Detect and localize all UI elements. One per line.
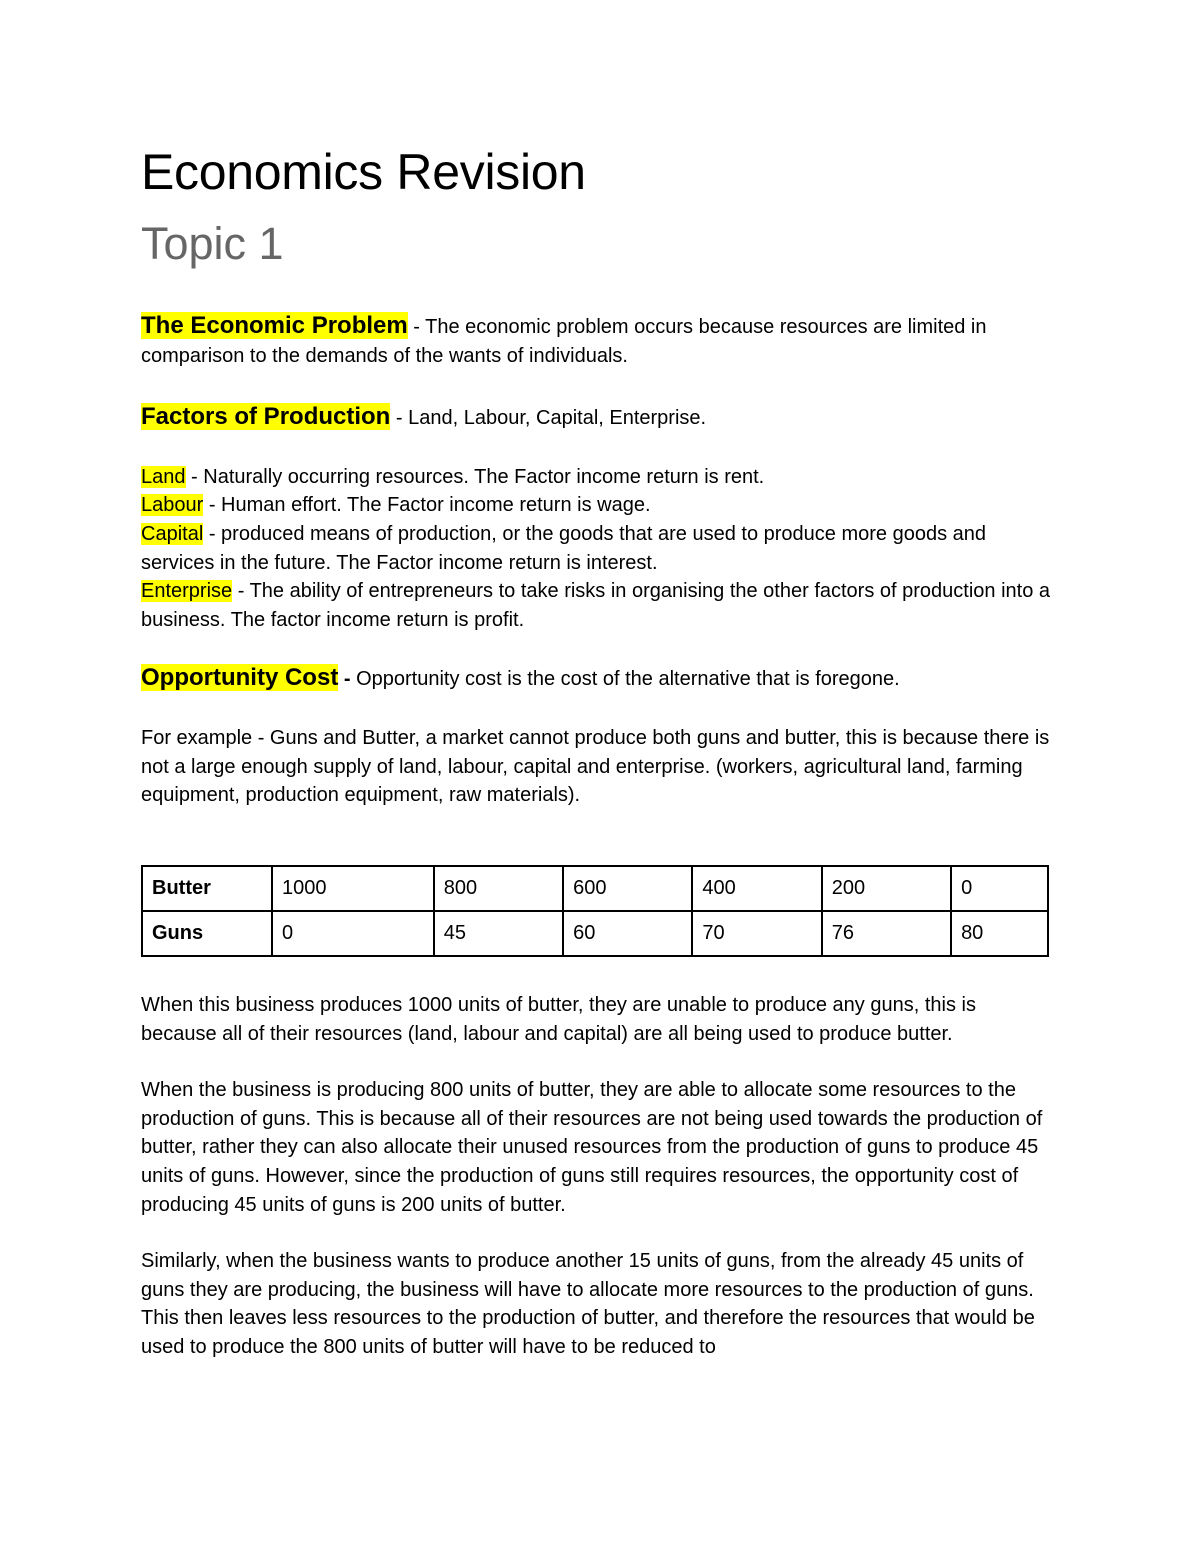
table-cell: 1000: [272, 866, 434, 911]
factor-term-capital: Capital: [141, 522, 204, 545]
factor-text-capital: - produced means of production, or the goods that are used to produce more goods and services in the future. The Factor income return is interest.: [141, 522, 986, 574]
factor-text-enterprise: - The ability of entrepreneurs to take risks in organising the other factors of production into a business. The factor income return is profit.: [141, 580, 1051, 631]
table-cell: 0: [951, 866, 1048, 911]
factor-list: [141, 463, 1056, 635]
guns-butter-table: [141, 865, 1049, 957]
table-cell: 80: [951, 911, 1048, 956]
opportunity-cost-dash: -: [338, 668, 351, 691]
table-row-label: Butter: [142, 866, 272, 911]
explanation-section: [141, 991, 1056, 1362]
opportunity-cost-text: Opportunity cost is the cost of the alternative that is foregone.: [350, 668, 900, 691]
table-row-label: Guns: [142, 911, 272, 956]
factors-of-production-text: - Land, Labour, Capital, Enterprise.: [390, 407, 707, 430]
table-row-guns: [142, 911, 1048, 956]
economic-problem-paragraph: [141, 312, 1056, 370]
table-row-butter: [142, 866, 1048, 911]
factors-of-production-term: Factors of Production: [141, 403, 391, 431]
explanation-paragraph-1000-butter: When this business produces 1000 units of butter, they are unable to produce any guns, this is because all of their resources (land, labour and capital) are all being used to produce butter.: [141, 994, 976, 1045]
table-cell: 600: [563, 866, 692, 911]
explanation-paragraph-800-butter: When the business is producing 800 units of butter, they are able to allocate some resources to the production of guns. This is because all of their resources are not being used towards the production of butter, rather they can also allocate their unused resources from the production of guns to produce 45 units of guns. However, since the production of guns still requires resources, the opportunity cost of producing 45 units of guns is 200 units of butter.: [141, 1079, 1043, 1216]
factor-term-enterprise: Enterprise: [141, 580, 233, 603]
opportunity-cost-term: Opportunity Cost: [141, 664, 339, 692]
economic-problem-term: The Economic Problem: [141, 312, 408, 339]
table-cell: 60: [563, 911, 692, 956]
table-cell: 200: [822, 866, 951, 911]
table-cell: 70: [692, 911, 821, 956]
table-cell: 0: [272, 911, 434, 956]
example-paragraph: For example - Guns and Butter, a market cannot produce both guns and butter, this is because there is not a large enough supply of land, labour, capital and enterprise. (workers, agricultural land, farming equipment, production equipment, raw materials).: [141, 726, 1050, 807]
document-page: [141, 138, 1056, 810]
factor-text-labour: - Human effort. The Factor income return is wage.: [203, 494, 651, 517]
document-subtitle: Topic 1: [141, 218, 284, 269]
table-cell: 45: [434, 911, 563, 956]
factors-of-production-paragraph: [141, 403, 1056, 433]
explanation-paragraph-additional-guns: Similarly, when the business wants to produce another 15 units of guns, from the already 45 units of guns they are producing, the business will have to allocate more resources to the production of guns. This then leaves less resources to the production of butter, and therefore the resources that would be used to produce the 800 units of butter will have to be reduced to: [141, 1250, 1035, 1358]
economic-problem-text: - The economic problem occurs because resources are limited in comparison to the demands of the wants of individuals.: [141, 316, 987, 367]
document-title: Economics Revision: [141, 144, 586, 200]
opportunity-cost-paragraph: [141, 664, 1056, 694]
table-cell: 76: [822, 911, 951, 956]
factor-term-land: Land: [141, 465, 186, 488]
factor-term-labour: Labour: [141, 494, 204, 517]
table-cell: 800: [434, 866, 563, 911]
table-cell: 400: [692, 866, 821, 911]
factor-text-land: - Naturally occurring resources. The Factor income return is rent.: [185, 465, 765, 488]
